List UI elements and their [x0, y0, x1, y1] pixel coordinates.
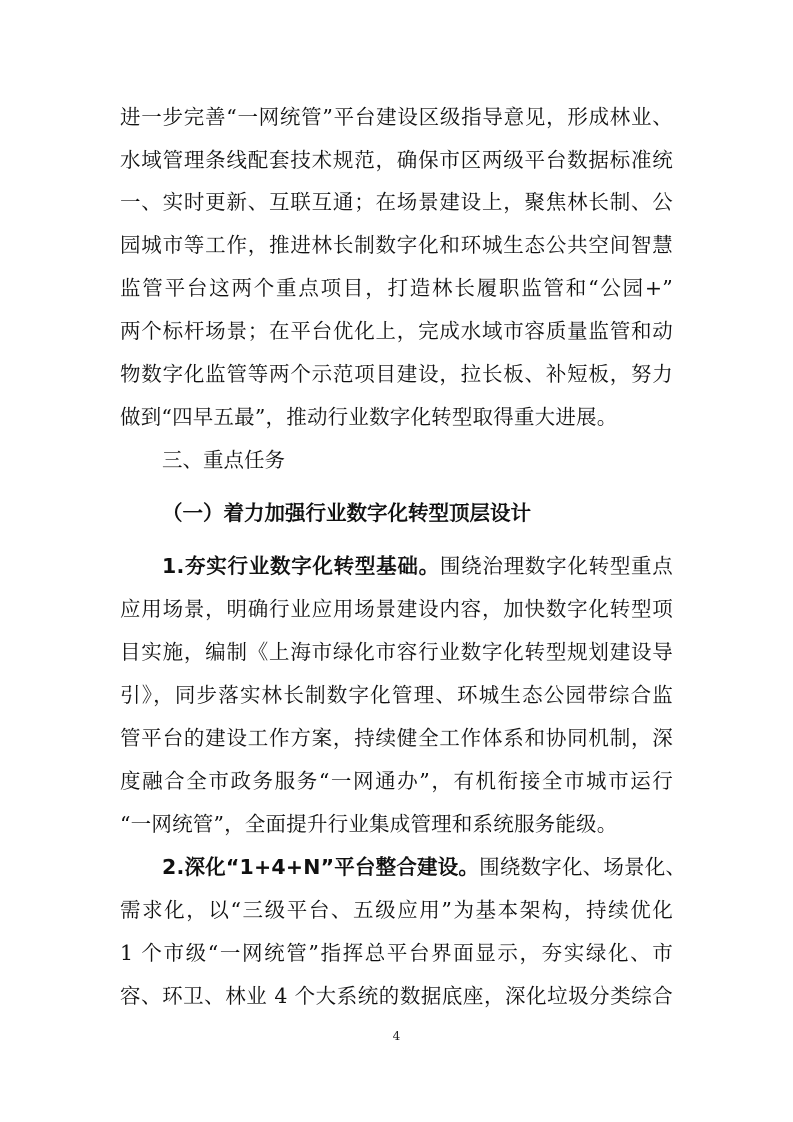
- item2-lead: 2.深化“1+4+N”平台整合建设。: [162, 855, 480, 879]
- item1-line-5: 管平台的建设工作方案，持续健全工作体系和协同机制，深: [120, 726, 673, 750]
- item2-line-2: 需求化，以“三级平台、五级应用”为基本架构，持续优化: [120, 898, 673, 922]
- item1-first-line: [162, 555, 673, 577]
- item2-line-3: 1 个市级“一网统管”指挥总平台界面显示，夯实绿化、市: [120, 941, 673, 965]
- intro-line-7: 物数字化监管等两个示范项目建设，拉长板、补短板，努力: [120, 362, 673, 386]
- section-heading: 三、重点任务: [162, 448, 285, 472]
- intro-line-6: 两个标杆场景；在平台优化上，完成水域市容质量监管和动: [120, 319, 673, 343]
- item2-line-4: 容、环卫、林业 4 个大系统的数据底座，深化垃圾分类综合: [120, 984, 673, 1008]
- intro-line-2: 水域管理条线配套技术规范，确保市区两级平台数据标准统: [120, 148, 673, 172]
- item1-line-2: 应用场景，明确行业应用场景建设内容，加快数字化转型项: [120, 597, 673, 621]
- item1-line-7: “一网统管”，全面提升行业集成管理和系统服务能级。: [120, 812, 618, 836]
- intro-line-3: 一、实时更新、互联互通；在场景建设上，聚焦林长制、公: [120, 190, 673, 214]
- item1-first-line-text: 围绕治理数字化转型重点: [439, 554, 673, 578]
- item1-lead: 1.夯实行业数字化转型基础。: [162, 554, 440, 578]
- intro-line-4: 园城市等工作，推进林长制数字化和环城生态公共空间智慧: [120, 233, 673, 257]
- intro-line-1: 进一步完善“一网统管”平台建设区级指导意见，形成林业、: [120, 105, 673, 129]
- item2-first-line: [162, 855, 687, 879]
- item1-line-4: 引》，同步落实林长制数字化管理、环城生态公园带综合监: [120, 683, 673, 707]
- item2-first-line-text: 围绕数字化、场景化、: [479, 855, 687, 879]
- subsection-heading: （一）着力加强行业数字化转型顶层设计: [162, 501, 531, 525]
- page-number: 4: [392, 1029, 401, 1043]
- intro-line-5: 监管平台这两个重点项目，打造林长履职监管和“公园+”: [120, 276, 673, 300]
- item1-line-6: 度融合全市政务服务“一网通办”，有机衔接全市城市运行: [120, 769, 673, 793]
- intro-line-8: 做到“四早五最”，推动行业数字化转型取得重大进展。: [120, 405, 618, 429]
- item1-line-3: 目实施，编制《上海市绿化市容行业数字化转型规划建设导: [120, 640, 673, 664]
